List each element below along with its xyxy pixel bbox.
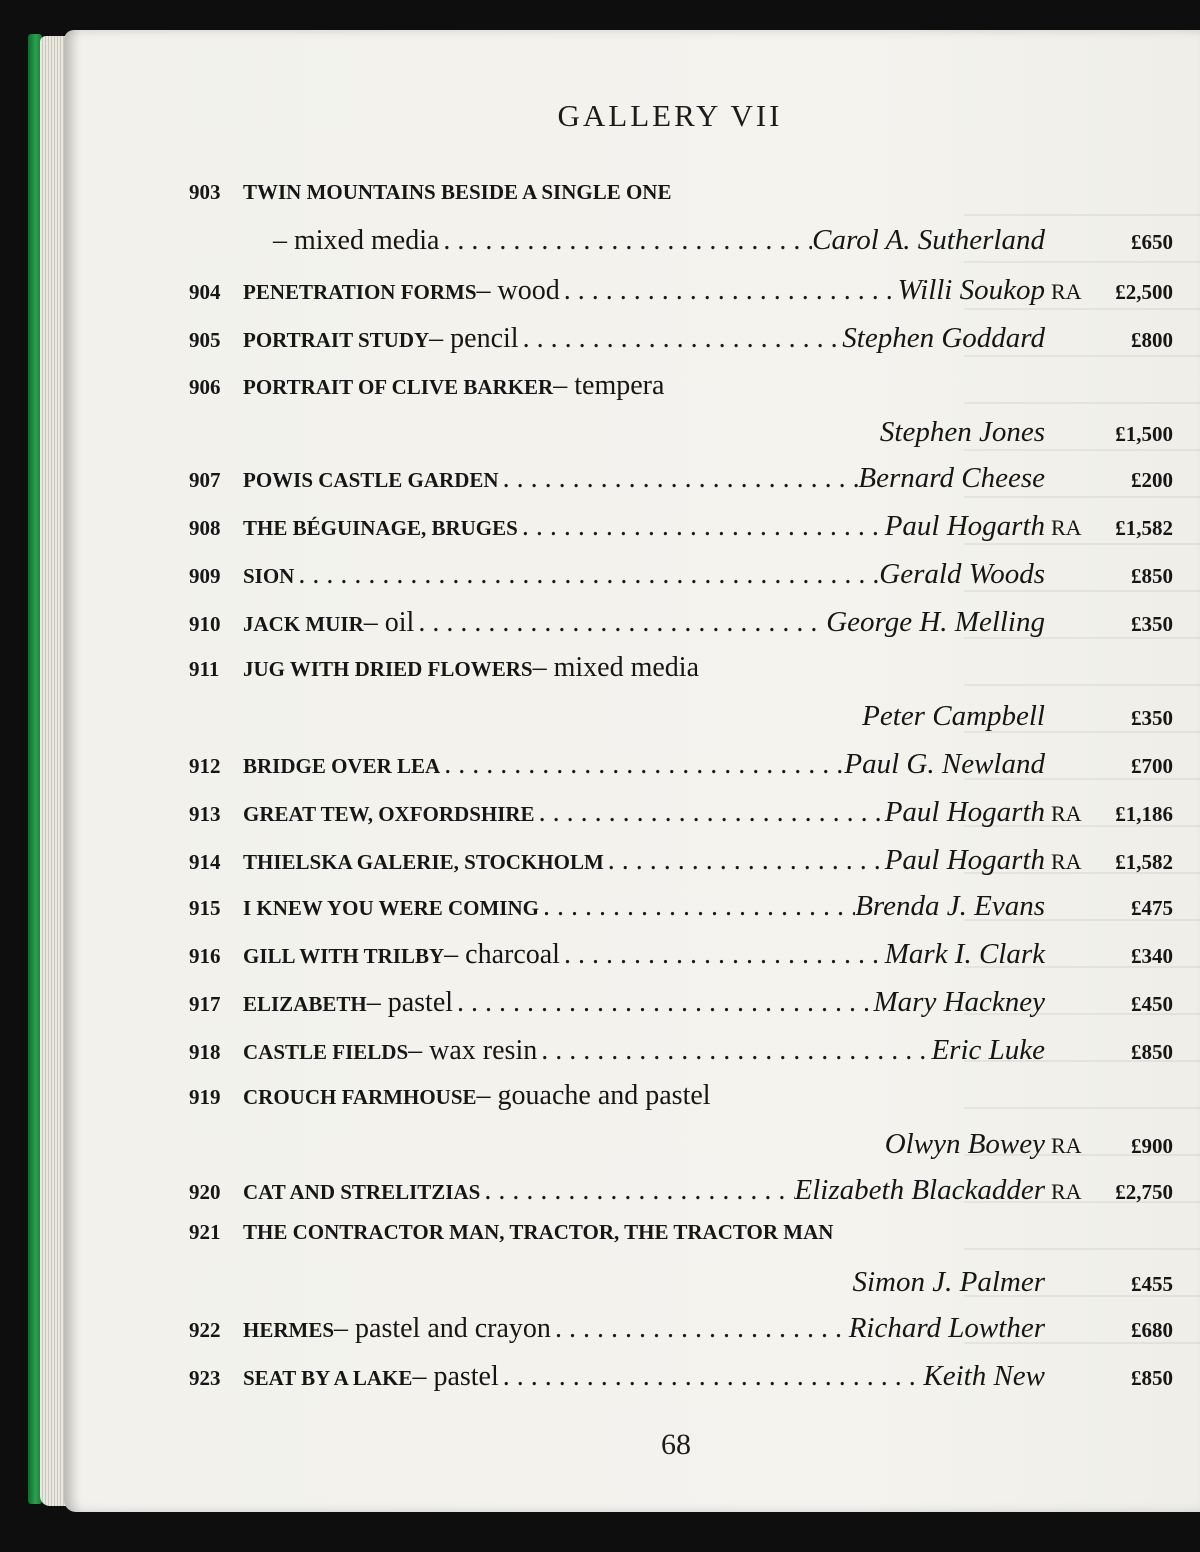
catalogue-entry xyxy=(189,606,1173,646)
leader-dots xyxy=(535,797,885,829)
entry-artist: Paul G. Newland xyxy=(844,748,1045,780)
entry-price: £700 xyxy=(1131,754,1173,778)
entry-number: 908 xyxy=(189,516,221,540)
catalogue-entry xyxy=(189,224,1173,264)
entry-title: TWIN MOUNTAINS BESIDE A SINGLE ONE xyxy=(243,180,672,204)
entry-number: 921 xyxy=(189,1220,221,1244)
entry-artist: Mark I. Clark xyxy=(884,938,1045,970)
entry-medium: – pencil xyxy=(429,323,519,354)
entry-price: £900 xyxy=(1131,1134,1173,1158)
entry-artist: Brenda J. Evans xyxy=(855,890,1045,922)
entry-artist: Carol A. Sutherland xyxy=(812,224,1045,256)
entry-artist: Paul Hogarth xyxy=(884,844,1045,876)
catalogue-entry xyxy=(189,370,1173,410)
entry-price: £350 xyxy=(1131,612,1173,636)
entry-number: 906 xyxy=(189,375,221,399)
entry-medium: – pastel xyxy=(366,987,454,1018)
catalogue-entry xyxy=(189,462,1173,502)
entry-ra-suffix: RA xyxy=(1051,279,1082,304)
entry-price: £1,582 xyxy=(1115,850,1173,874)
entry-price: £800 xyxy=(1131,328,1173,352)
entry-title: PORTRAIT OF CLIVE BARKER xyxy=(243,375,554,399)
entry-medium: – gouache and pastel xyxy=(476,1080,711,1111)
entry-price: £455 xyxy=(1131,1272,1173,1296)
entry-number: 909 xyxy=(189,564,221,588)
catalogue-entry xyxy=(189,322,1173,362)
entry-title: GILL WITH TRILBY xyxy=(243,944,445,968)
entry-title: SEAT BY A LAKE xyxy=(243,1366,413,1390)
catalogue-entry xyxy=(189,558,1173,598)
entry-price: £350 xyxy=(1131,706,1173,730)
entry-artist: Keith New xyxy=(923,1360,1045,1392)
leader-dots xyxy=(480,1175,794,1207)
leader-dots xyxy=(539,891,855,923)
entry-title: JACK MUIR xyxy=(243,612,364,636)
entry-title: THE CONTRACTOR MAN, TRACTOR, THE TRACTOR MAN xyxy=(243,1220,834,1244)
entry-price: £850 xyxy=(1131,1040,1173,1064)
page-number: 68 xyxy=(661,1428,691,1461)
leader-dots xyxy=(519,323,843,355)
entry-price: £340 xyxy=(1131,944,1173,968)
entry-medium: – mixed media xyxy=(532,652,699,683)
catalogue-entry xyxy=(189,274,1173,314)
entry-medium: – oil xyxy=(363,607,415,638)
entry-number: 904 xyxy=(189,280,221,304)
entry-title: I KNEW YOU WERE COMING xyxy=(243,896,539,920)
entry-artist: Mary Hackney xyxy=(873,986,1045,1018)
leader-dots xyxy=(499,463,859,495)
entry-artist: Richard Lowther xyxy=(848,1312,1045,1344)
entry-number: 905 xyxy=(189,328,221,352)
entry-price: £2,500 xyxy=(1115,280,1173,304)
entry-number: 912 xyxy=(189,754,221,778)
leader-dots xyxy=(560,275,898,307)
catalogue-entry xyxy=(189,416,1173,456)
entry-title: ELIZABETH xyxy=(243,992,367,1016)
leader-dots xyxy=(294,559,879,591)
entry-artist: Paul Hogarth xyxy=(884,510,1045,542)
entry-number: 911 xyxy=(189,657,220,681)
catalogue-entry xyxy=(189,1312,1173,1352)
leader-dots xyxy=(604,845,885,877)
catalogue-entry xyxy=(189,890,1173,930)
entry-price: £475 xyxy=(1131,896,1173,920)
entry-title: SION xyxy=(243,564,295,588)
entry-price: £2,750 xyxy=(1115,1180,1173,1204)
leader-dots xyxy=(439,225,812,257)
catalogue-entry xyxy=(189,1174,1173,1214)
entry-title: CASTLE FIELDS xyxy=(243,1040,409,1064)
leader-dots xyxy=(499,1361,924,1393)
entry-price: £450 xyxy=(1131,992,1173,1016)
entry-title: GREAT TEW, OXFORDSHIRE xyxy=(243,802,535,826)
entry-price: £1,582 xyxy=(1115,516,1173,540)
catalogue-entry xyxy=(189,1360,1173,1400)
entry-title: HERMES xyxy=(243,1318,335,1342)
entry-number: 910 xyxy=(189,612,221,636)
entry-number: 916 xyxy=(189,944,221,968)
entry-title: JUG WITH DRIED FLOWERS xyxy=(243,657,533,681)
entry-number: 915 xyxy=(189,896,221,920)
catalogue-entry xyxy=(189,1266,1173,1306)
entry-title: CROUCH FARMHOUSE xyxy=(243,1085,477,1109)
entry-number: 913 xyxy=(189,802,221,826)
entry-medium: – pastel xyxy=(412,1361,499,1392)
entry-price: £1,500 xyxy=(1115,422,1173,446)
catalogue-entry xyxy=(189,510,1173,550)
entry-title: PORTRAIT STUDY xyxy=(243,328,430,352)
catalogue-entry xyxy=(189,748,1173,788)
entry-title: THIELSKA GALERIE, STOCKHOLM xyxy=(243,850,604,874)
entry-title: PENETRATION FORMS xyxy=(243,280,477,304)
entry-artist: Gerald Woods xyxy=(879,558,1045,590)
entry-number: 914 xyxy=(189,850,221,874)
entry-price: £1,186 xyxy=(1115,802,1173,826)
entry-medium: – wood xyxy=(476,275,560,306)
catalogue-entry xyxy=(189,986,1173,1026)
entry-ra-suffix: RA xyxy=(1051,801,1082,826)
entry-artist: Stephen Goddard xyxy=(842,322,1045,354)
catalogue-entry xyxy=(189,652,1173,692)
entry-artist: George H. Melling xyxy=(826,606,1045,638)
leader-dots xyxy=(440,749,844,781)
catalogue-entry xyxy=(189,700,1173,740)
entry-artist: Olwyn Bowey xyxy=(884,1128,1045,1160)
entry-price: £650 xyxy=(1131,230,1173,254)
entry-price: £850 xyxy=(1131,1366,1173,1390)
entry-medium: – mixed media xyxy=(273,225,440,256)
entry-artist: Willi Soukop xyxy=(897,274,1045,306)
entry-artist: Peter Campbell xyxy=(862,700,1045,732)
entry-number: 918 xyxy=(189,1040,221,1064)
gallery-title: GALLERY VII xyxy=(557,98,783,133)
entry-title: THE BÉGUINAGE, BRUGES xyxy=(243,516,518,540)
leader-dots xyxy=(518,511,885,543)
entry-price: £850 xyxy=(1131,564,1173,588)
entry-number: 917 xyxy=(189,992,221,1016)
entry-ra-suffix: RA xyxy=(1051,1133,1082,1158)
catalogue-entry xyxy=(189,1080,1173,1120)
catalogue-entry xyxy=(189,938,1173,978)
entry-ra-suffix: RA xyxy=(1051,1179,1082,1204)
entry-artist: Paul Hogarth xyxy=(884,796,1045,828)
entry-medium: – wax resin xyxy=(408,1035,538,1066)
entry-title: POWIS CASTLE GARDEN xyxy=(243,468,499,492)
entry-number: 907 xyxy=(189,468,221,492)
catalogue-entry xyxy=(189,844,1173,884)
entry-number: 919 xyxy=(189,1085,221,1109)
leader-dots xyxy=(453,987,873,1019)
entry-medium: – tempera xyxy=(553,370,665,401)
catalogue-entry xyxy=(189,180,1173,220)
entry-medium: – pastel and crayon xyxy=(334,1313,551,1344)
entry-ra-suffix: RA xyxy=(1051,515,1082,540)
catalogue-entry xyxy=(189,1034,1173,1074)
entry-price: £680 xyxy=(1131,1318,1173,1342)
entry-number: 923 xyxy=(189,1366,221,1390)
entry-artist: Bernard Cheese xyxy=(858,462,1045,494)
leader-dots xyxy=(551,1313,849,1345)
entry-number: 903 xyxy=(189,180,221,204)
entry-ra-suffix: RA xyxy=(1051,849,1082,874)
catalogue-entry xyxy=(189,1128,1173,1168)
entry-number: 922 xyxy=(189,1318,221,1342)
entry-title: BRIDGE OVER LEA xyxy=(243,754,441,778)
leader-dots xyxy=(537,1035,931,1067)
entry-number: 920 xyxy=(189,1180,221,1204)
entry-medium: – charcoal xyxy=(444,939,560,970)
entry-artist: Stephen Jones xyxy=(879,416,1045,448)
entry-artist: Eric Luke xyxy=(931,1034,1045,1066)
leader-dots xyxy=(414,607,826,639)
entry-price: £200 xyxy=(1131,468,1173,492)
entry-title: CAT AND STRELITZIAS xyxy=(243,1180,481,1204)
catalogue-entry xyxy=(189,796,1173,836)
leader-dots xyxy=(560,939,885,971)
entry-artist: Simon J. Palmer xyxy=(852,1266,1045,1298)
entry-artist: Elizabeth Blackadder xyxy=(794,1174,1045,1206)
catalogue-entry xyxy=(189,1220,1173,1260)
